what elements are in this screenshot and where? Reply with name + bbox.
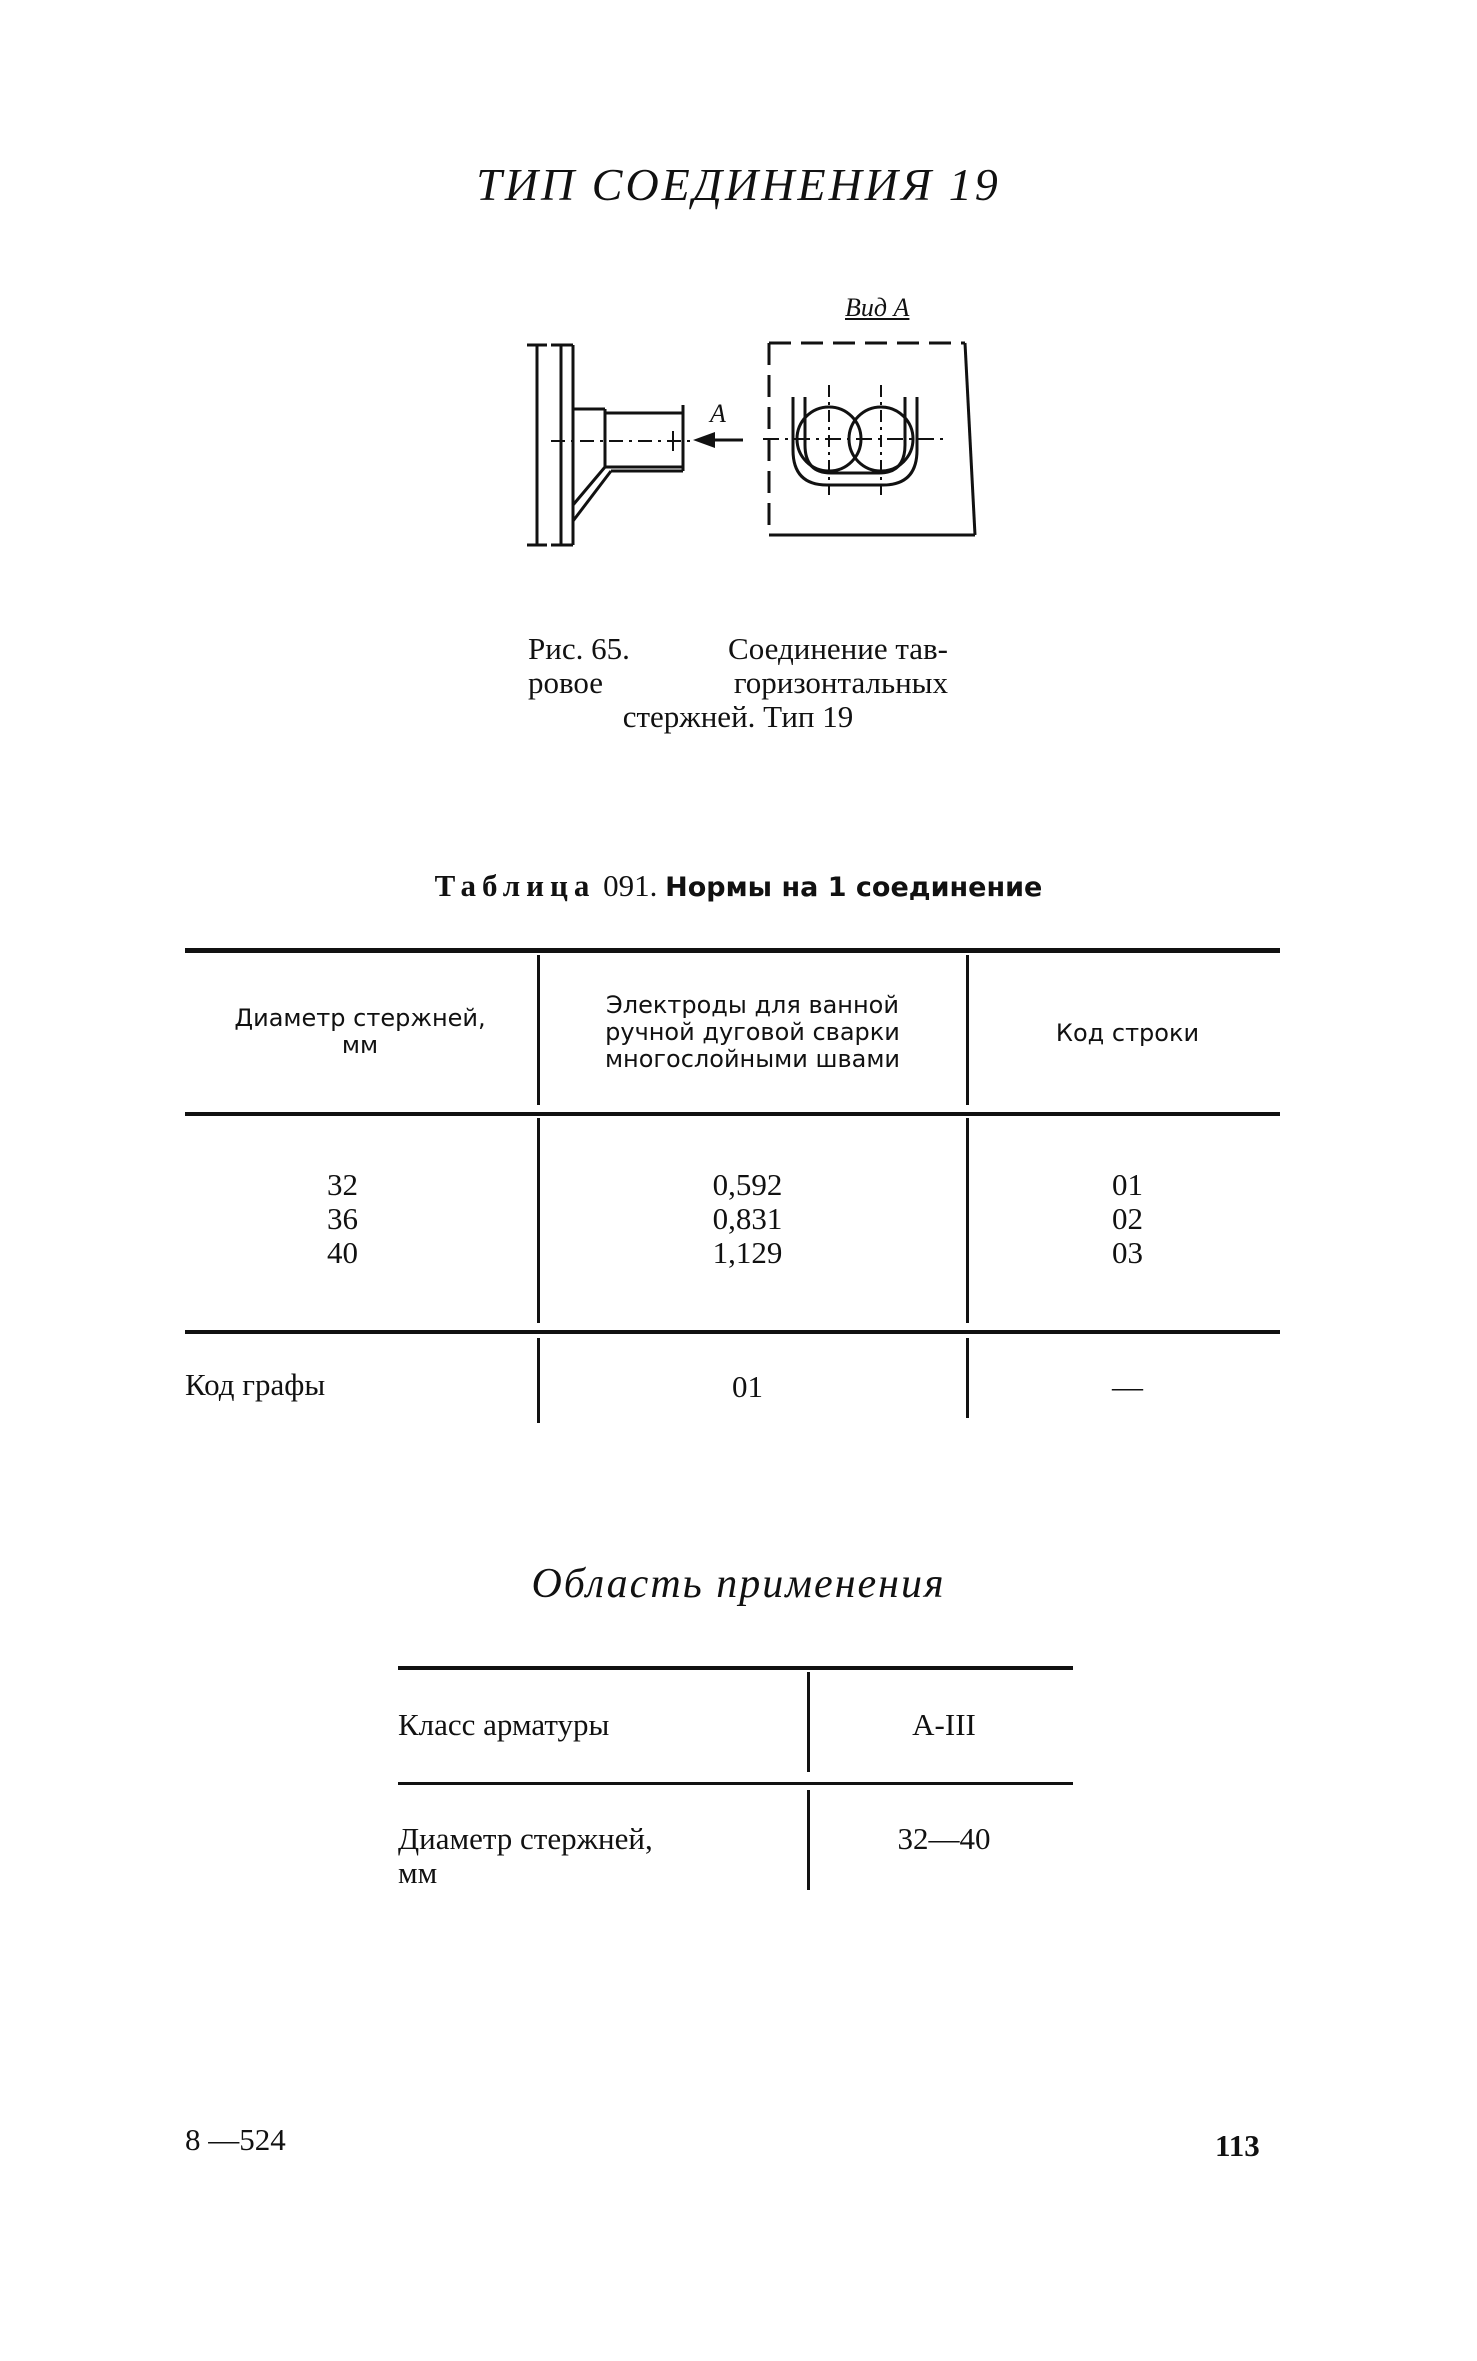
header-electrodes [545, 992, 960, 1073]
header-diameter-line2: мм [341, 1031, 379, 1059]
column-code-dash: — [1112, 1369, 1143, 1404]
header-row-code [975, 1020, 1280, 1047]
header-diameter [190, 1005, 530, 1059]
column-electrodes [545, 1168, 950, 1270]
column-code-value: 01 [732, 1369, 763, 1404]
joint-drawing [515, 285, 995, 565]
diameter-label-line1: Диаметр стержней, [398, 1821, 653, 1856]
caption-line3: стержней. Тип 19 [622, 699, 854, 734]
view-label: Вид А [845, 293, 910, 322]
table-cell: 01 [1112, 1167, 1143, 1202]
header-diameter-line1: Диаметр стержней, [234, 1004, 486, 1032]
column-row-codes [975, 1168, 1280, 1270]
table-cell: 36 [327, 1201, 358, 1236]
table-cell: 1,129 [712, 1235, 783, 1270]
diameter-label-line2: мм [398, 1855, 438, 1890]
class-label: Класс арматуры [398, 1707, 610, 1742]
table-title-rest: Нормы на 1 соединение [665, 872, 1043, 903]
header-electrodes-line2: ручной дуговой сварки [605, 1018, 900, 1046]
table-body-rule [185, 1330, 1280, 1334]
application-divider-2 [807, 1790, 810, 1890]
class-value: А-III [912, 1707, 976, 1742]
table-title-number: 091. [603, 868, 658, 903]
arrow-label: А [710, 399, 726, 428]
table-title-word: Таблица [434, 868, 596, 903]
table-col-divider-1b [537, 1118, 540, 1323]
header-electrodes-line3: многослойными швами [604, 1045, 901, 1073]
header-electrodes-line1: Электроды для ванной [606, 991, 899, 1019]
column-code-label: Код графы [185, 1367, 326, 1402]
table-cell: 40 [327, 1235, 358, 1270]
caption-line2-left: ровое [528, 665, 604, 700]
table-top-rule [185, 948, 1280, 953]
footer-signature: 8 —524 [185, 2122, 286, 2157]
figure-caption [528, 632, 948, 734]
caption-line2-right: горизонтальных [733, 665, 948, 700]
table-cell: 03 [1112, 1235, 1143, 1270]
table-cell: 02 [1112, 1201, 1143, 1236]
table-col-divider-2a [966, 955, 969, 1105]
caption-line1-right: Соединение тав- [728, 631, 948, 666]
application-title: Область применения [531, 1561, 946, 1607]
arrow-head-icon [693, 432, 715, 448]
application-mid-rule [398, 1782, 1073, 1785]
table-col-divider-1a [537, 955, 540, 1105]
table-title [0, 868, 1477, 904]
page-number: 113 [1215, 2128, 1260, 2163]
application-top-rule [398, 1666, 1073, 1670]
caption-line1-left: Рис. 65. [528, 631, 630, 666]
table-col-divider-2c [966, 1338, 969, 1418]
table-cell: 0,592 [712, 1167, 783, 1202]
column-diameters [190, 1168, 495, 1270]
diameter-label [398, 1822, 653, 1890]
diameter-value: 32—40 [897, 1821, 991, 1856]
page-title: ТИП СОЕДИНЕНИЯ 19 [476, 159, 1001, 210]
table-col-divider-2b [966, 1118, 969, 1323]
table-col-divider-1c [537, 1338, 540, 1423]
joint-figure [515, 285, 995, 565]
table-header-rule [185, 1112, 1280, 1116]
application-divider-1 [807, 1672, 810, 1772]
header-row-code-text: Код строки [1055, 1019, 1200, 1047]
table-cell: 0,831 [712, 1201, 783, 1236]
table-cell: 32 [327, 1167, 358, 1202]
